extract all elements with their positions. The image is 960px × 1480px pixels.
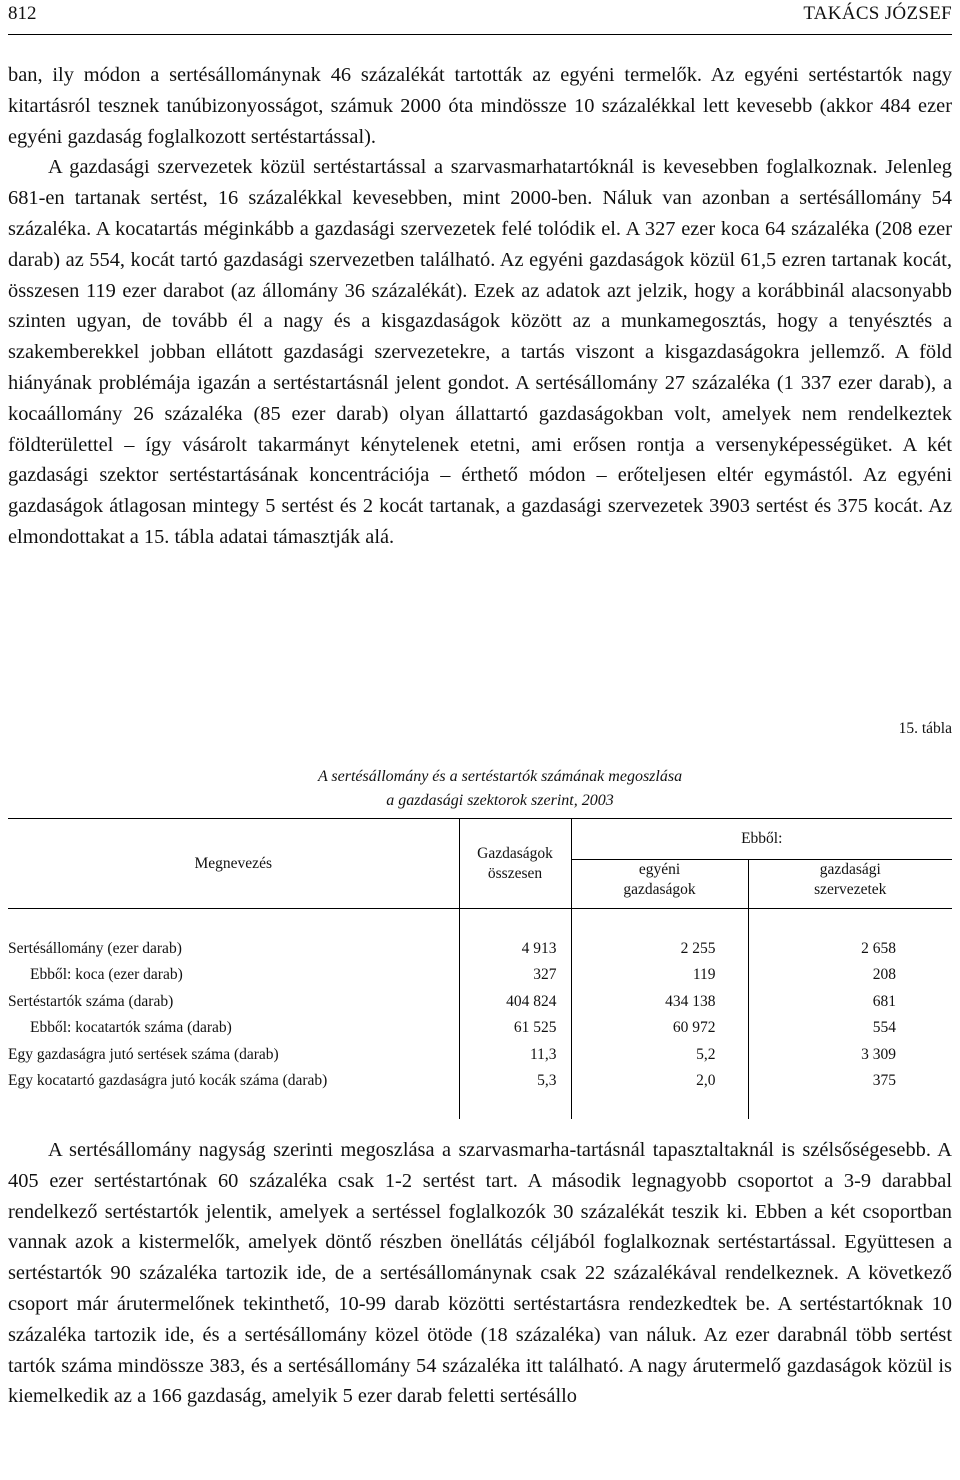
page-number: 812 [8, 3, 37, 24]
cell-organizations: 554 [872, 1019, 896, 1037]
column-header-total [459, 819, 571, 909]
cell-individual: 5,2 [571, 1042, 748, 1069]
table-caption-line-1: A sertésállomány és a sertéstartók számának megoszlása [317, 768, 683, 785]
column-header-total-line2: összesen [487, 864, 543, 882]
table-row [8, 936, 952, 963]
table-row [8, 1042, 952, 1069]
cell-individual: 2,0 [571, 1068, 748, 1095]
running-header-author: TAKÁCS JÓZSEF [803, 3, 952, 24]
column-header-individual-line2: gazdaságok [623, 881, 696, 898]
row-label: Ebből: kocatartók száma (darab) [30, 1019, 232, 1037]
table-row [8, 1068, 952, 1095]
cell-total: 404 824 [459, 989, 571, 1016]
data-table [8, 818, 952, 1119]
row-label: Sertéstartók száma (darab) [8, 992, 174, 1010]
table-caption-line-2: a gazdasági szektorok szerint, 2003 [386, 792, 614, 809]
paragraph: A sertésállomány nagyság szerinti megoszlása a szarvasmarha-tartásnál tapasztaltaknál is szélsőségesebb. A 405 ezer sertéstartónak 60 százaléka csak 1-2 sertést tart. A második legnagyobb csoportot a 3-9 darabbal rendelkező sertéstartók jelentik, amelyek a sertéssel foglalkozók 30 százalékát teszik ki. Ebben a két csoportban vannak azok a kistermelők, amelyek döntő részben önellátás céljából foglalkoznak sertéstartással. Együttesen a sertéstartók 90 százaléka tartozik ide, de a sertésállománynak csak 22 százalékával rendelkeznek. A következő csoport már árutermelőnek tekinthető, 10-99 darab közötti sertéstartásra rendezkedtek be. A sertéstartóknak 10 százaléka tartozik ide, és a sertésállomány közel ötöde (18 százaléka) van náluk. Az ezer darabnál több sertést tartók száma mindössze 383, és a sertésállomány 54 százaléka itt található. A nagy árutermelő gazdaságok közül is kiemelkedik az a 166 gazdaság, amelyik 5 ezer darab feletti sertésállo [8, 1139, 952, 1408]
cell-individual: 60 972 [571, 1015, 748, 1042]
cell-organizations: 2 658 [861, 939, 896, 957]
column-header-name: Megnevezés [8, 819, 459, 909]
cell-organizations: 375 [872, 1072, 896, 1090]
column-header-total-line1: Gazdaságok [477, 844, 553, 862]
cell-individual: 2 255 [571, 936, 748, 963]
table-row [8, 962, 952, 989]
column-group-header: Ebből: [571, 819, 952, 860]
table-number: 15. tábla [898, 720, 952, 737]
column-header-organizations-line2: szervezetek [814, 881, 887, 898]
cell-total: 327 [459, 962, 571, 989]
cell-organizations: 3 309 [861, 1045, 896, 1063]
row-label: Ebből: koca (ezer darab) [30, 966, 183, 984]
column-header-individual-line1: egyéni [638, 861, 681, 878]
table-row [8, 989, 952, 1016]
cell-total: 11,3 [459, 1042, 571, 1069]
cell-organizations: 681 [872, 992, 896, 1010]
paragraph-continued: ban, ily módon a sertésállománynak 46 százalékát tartották az egyéni termelők. Az egyéni sertéstartók nagy kitartásról tesznek tanúbizonyosságot, számuk 2000 óta mindössze 10 százalékkal lett kevesebb (akkor 484 ezer egyéni gazdaság foglalkozott sertéstartással). [8, 64, 952, 148]
row-label: Sertésállomány (ezer darab) [8, 939, 182, 957]
column-header-individual [571, 860, 748, 909]
row-label: Egy gazdaságra jutó sertések száma (darab) [8, 1045, 279, 1063]
cell-individual: 434 138 [571, 989, 748, 1016]
column-header-organizations-line1: gazdasági [819, 861, 881, 878]
paragraph: A gazdasági szervezetek közül sertéstartással a szarvasmarhatartóknál is kevesebben foglalkoznak. Jelenleg 681-en tartanak sertést, 16 százalékkal kevesebben, mint 2000-ben. Náluk van azonban a sertésállomány 54 százaléka. A kocatartás méginkább a gazdasági szervezetek felé tolódik el. A 327 ezer koca 64 százaléka (208 ezer darab) az 554, kocát tartó gazdasági szervezetben található. Az egyéni gazdaságok közül 61,5 ezren tartanak kocát, összesen 119 ezer darabot (az állomány 36 százalékát). Ezek az adatok azt jelzik, hogy a korábbinál alacsonyabb szinten ugyan, de tovább él a nagy és a kisgazdaságok között az a munkamegosztás, hogy a tenyésztés a szakemberekkel jobban ellátott gazdasági szervezetekre, a tartás viszont a kisgazdaságokra jellemző. A föld hiányának problémája igazán a sertéstartásnál jelent gondot. A sertésállomány 27 százaléka (1 337 ezer darab), a kocaállomány 26 százaléka (85 ezer darab) olyan állattartó gazdaságokban volt, amelyek nem rendelkeztek földterülettel – így vásárolt takarmányt kénytelenek etetni, ami erősen rontja a versenyképességüket. A két gazdasági szektor sertéstartásának koncentrációja – érthető módon – erőteljesen eltér egymástól. Az egyéni gazdaságok átlagosan mintegy 5 sertést és 2 kocát tartanak, a gazdasági szervezetek 3903 sertést és 375 kocát. Az elmondottakat a 15. tábla adatai támasztják alá. [8, 156, 952, 548]
table-row [8, 1015, 952, 1042]
cell-individual: 119 [571, 962, 748, 989]
cell-total: 5,3 [459, 1068, 571, 1095]
cell-total: 61 525 [459, 1015, 571, 1042]
table-caption [8, 765, 952, 813]
cell-total: 4 913 [459, 936, 571, 963]
column-header-organizations [748, 860, 952, 909]
document-page [8, 0, 952, 1480]
body-text-bottom [8, 1135, 952, 1412]
row-label: Egy kocatartó gazdaságra jutó kocák száma (darab) [8, 1072, 328, 1090]
running-header [8, 0, 952, 35]
cell-organizations: 208 [872, 966, 896, 984]
body-text-top [8, 60, 952, 553]
